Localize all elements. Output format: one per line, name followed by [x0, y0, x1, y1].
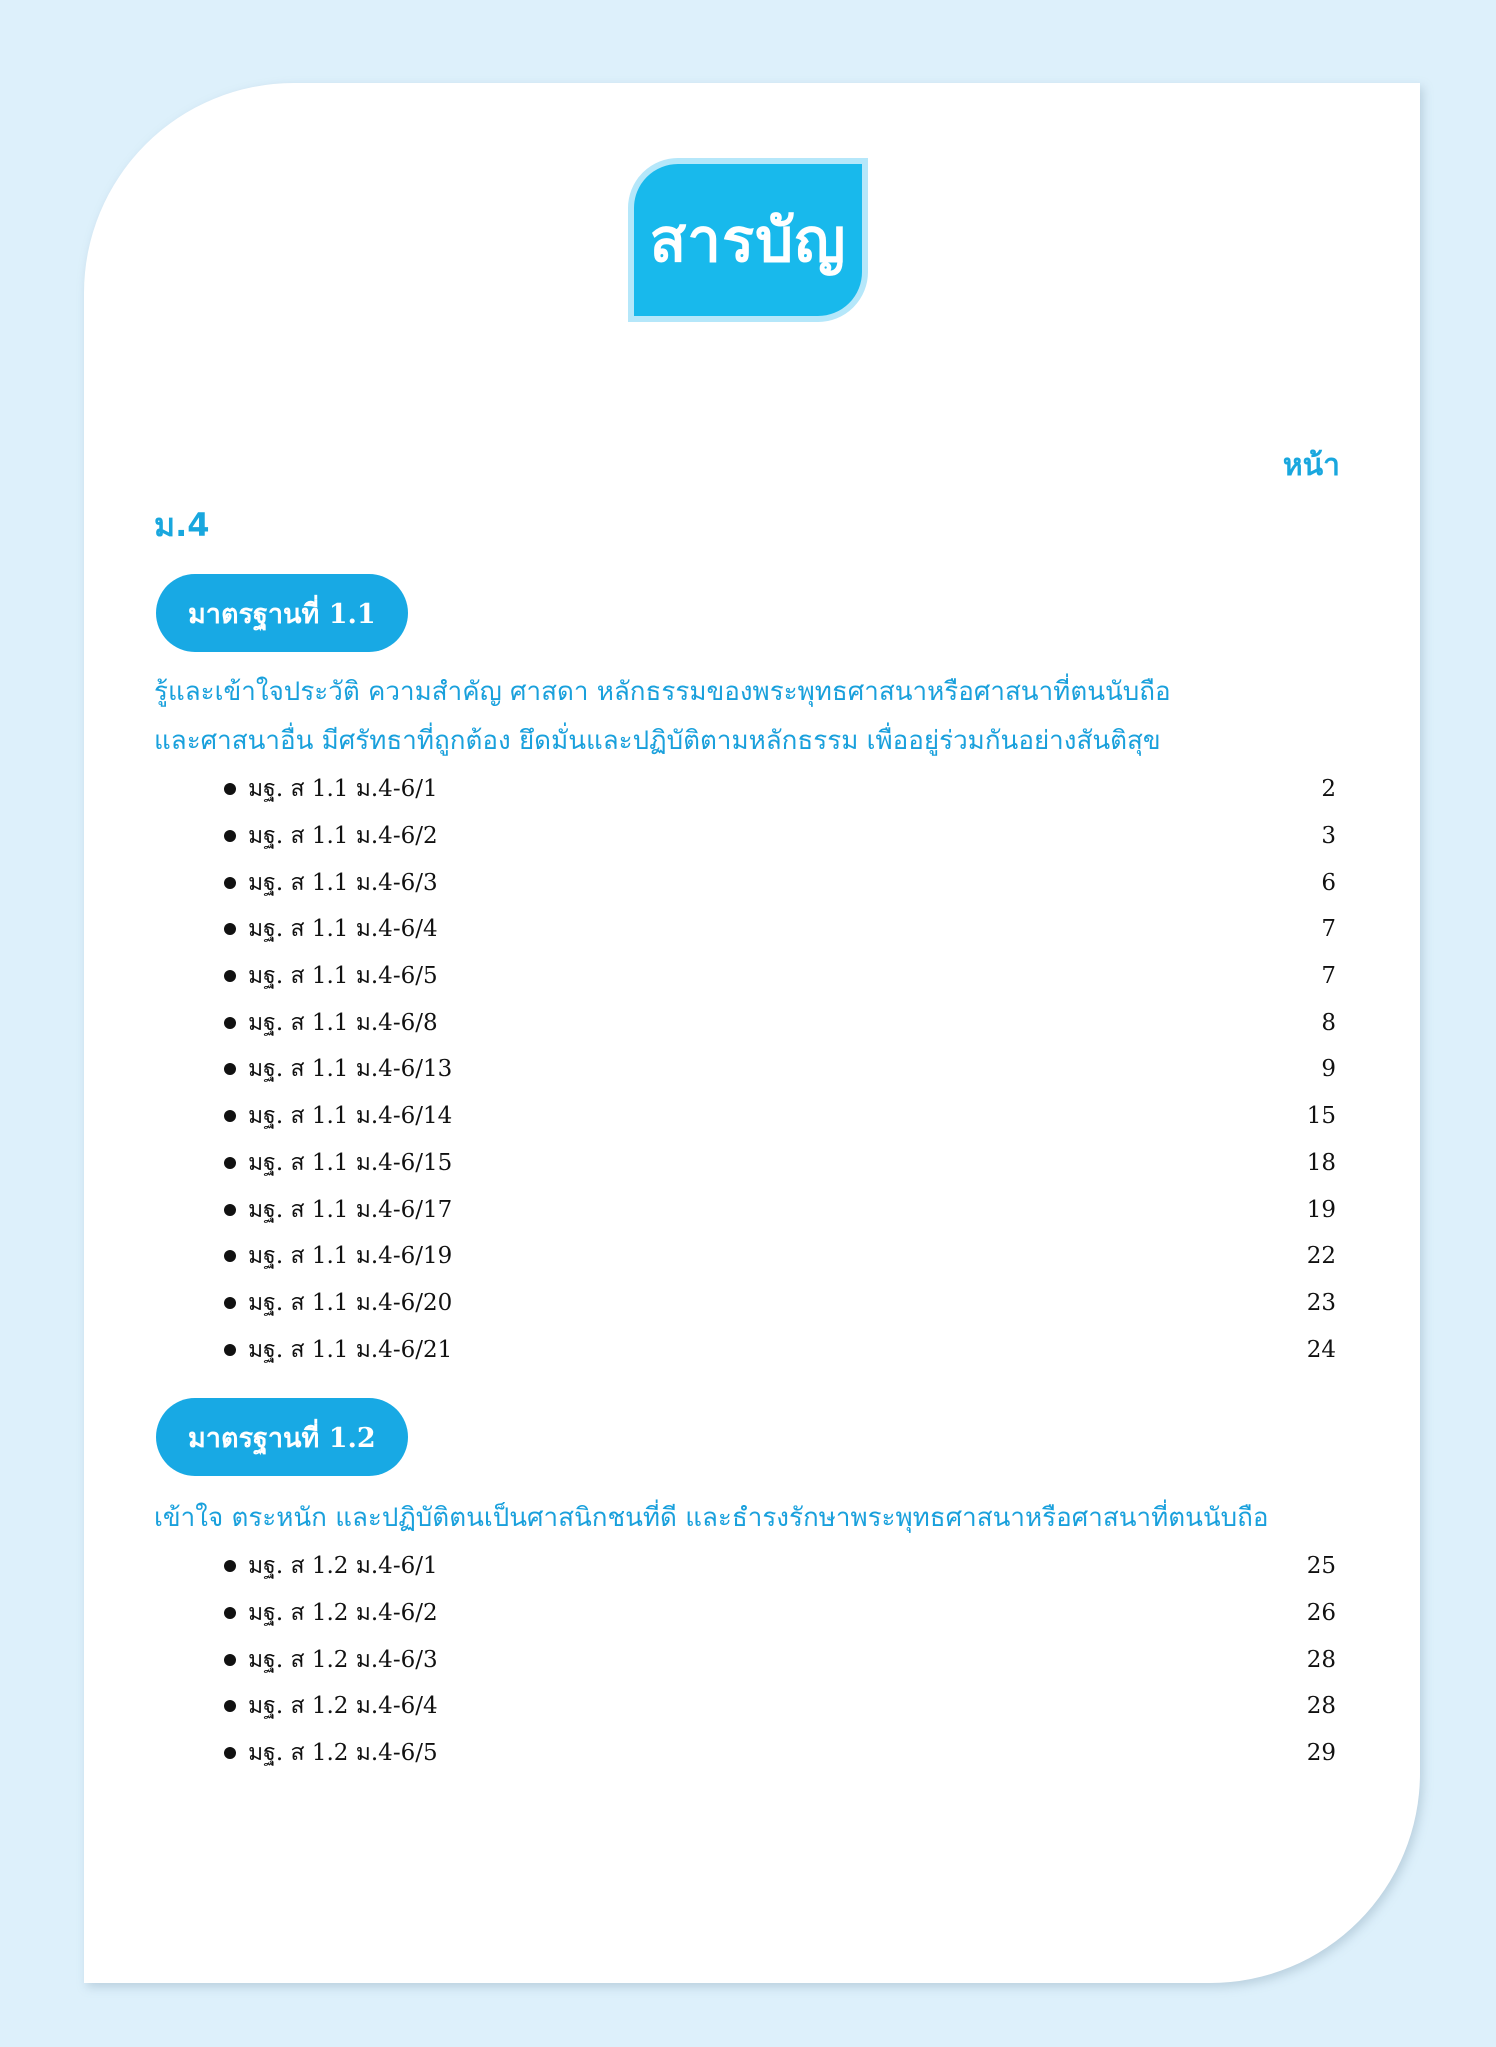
bullet-icon	[224, 1063, 236, 1075]
toc-entry-page: 22	[1306, 1243, 1336, 1270]
toc-entry-label-group	[224, 1332, 452, 1368]
toc-entry-page: 18	[1306, 1149, 1336, 1176]
toc-entry-label: มฐ. ส 1.1 ม.4-6/14	[248, 1103, 453, 1130]
toc-entry-label: มฐ. ส 1.2 ม.4-6/3	[248, 1646, 438, 1673]
toc-list-1-1	[224, 766, 1336, 1373]
standard-description-1-1	[154, 668, 1334, 766]
toc-entry[interactable]	[224, 1326, 1336, 1373]
toc-entry-page: 24	[1306, 1336, 1336, 1363]
bullet-icon	[224, 1204, 236, 1216]
toc-entry-page: 9	[1321, 1056, 1336, 1083]
toc-entry-label-group	[224, 1192, 452, 1228]
bullet-icon	[224, 1157, 236, 1169]
toc-entry[interactable]	[224, 953, 1336, 1000]
standard-badge-1-2: มาตรฐานที่ 1.2	[156, 1398, 408, 1476]
toc-entry-page: 7	[1321, 963, 1336, 990]
toc-entry-label: มฐ. ส 1.1 ม.4-6/2	[248, 823, 438, 850]
toc-entry-label: มฐ. ส 1.1 ม.4-6/3	[248, 869, 438, 896]
standard-badge-1-1: มาตรฐานที่ 1.1	[156, 574, 408, 652]
standard-description-1-2	[154, 1494, 1334, 1543]
description-line: และศาสนาอื่น มีศรัทธาที่ถูกต้อง ยึดมั่นและปฏิบัติตามหลักธรรม เพื่ออยู่ร่วมกันอย่างสันติสุข	[154, 726, 1161, 756]
toc-entry[interactable]	[224, 1683, 1336, 1730]
toc-entry[interactable]	[224, 1730, 1336, 1777]
bullet-icon	[224, 1110, 236, 1122]
toc-entry-label: มฐ. ส 1.1 ม.4-6/19	[248, 1243, 453, 1270]
toc-entry-page: 28	[1306, 1646, 1336, 1673]
page-column-label: หน้า	[1282, 448, 1340, 483]
toc-entry-label: มฐ. ส 1.1 ม.4-6/13	[248, 1056, 453, 1083]
toc-entry-page: 25	[1306, 1553, 1336, 1580]
toc-entry-label: มฐ. ส 1.1 ม.4-6/20	[248, 1289, 453, 1316]
toc-entry-label: มฐ. ส 1.2 ม.4-6/1	[248, 1553, 438, 1580]
toc-entry-label-group	[224, 1688, 438, 1724]
toc-entry-label-group	[224, 1285, 452, 1321]
toc-entry-page: 2	[1321, 776, 1336, 803]
toc-entry-page: 28	[1306, 1693, 1336, 1720]
toc-entry-label: มฐ. ส 1.2 ม.4-6/2	[248, 1600, 438, 1627]
bullet-icon	[224, 1700, 236, 1712]
toc-entry-page: 26	[1306, 1600, 1336, 1627]
toc-entry-label: มฐ. ส 1.1 ม.4-6/15	[248, 1149, 453, 1176]
toc-entry[interactable]	[224, 1186, 1336, 1233]
toc-entry-label: มฐ. ส 1.2 ม.4-6/5	[248, 1740, 438, 1767]
bullet-icon	[224, 1250, 236, 1262]
toc-entry[interactable]	[224, 1590, 1336, 1637]
bullet-icon	[224, 877, 236, 889]
bullet-icon	[224, 1344, 236, 1356]
toc-entry-label-group	[224, 1548, 438, 1584]
toc-entry-label: มฐ. ส 1.1 ม.4-6/17	[248, 1196, 453, 1223]
toc-entry-label-group	[224, 1595, 438, 1631]
toc-entry[interactable]	[224, 766, 1336, 813]
bullet-icon	[224, 970, 236, 982]
bullet-icon	[224, 830, 236, 842]
toc-entry-page: 23	[1306, 1289, 1336, 1316]
toc-entry-label-group	[224, 865, 438, 901]
toc-entry-label-group	[224, 1051, 452, 1087]
toc-entry[interactable]	[224, 1280, 1336, 1327]
grade-heading: ม.4	[154, 506, 210, 544]
toc-list-1-2	[224, 1543, 1336, 1776]
description-line: รู้และเข้าใจประวัติ ความสำคัญ ศาสดา หลักธรรมของพระพุทธศาสนาหรือศาสนาที่ตนนับถือ	[154, 677, 1171, 707]
toc-entry-page: 15	[1306, 1103, 1336, 1130]
toc-entry[interactable]	[224, 813, 1336, 860]
bullet-icon	[224, 783, 236, 795]
toc-entry-page: 3	[1321, 823, 1336, 850]
toc-entry-page: 6	[1321, 869, 1336, 896]
toc-entry-label: มฐ. ส 1.2 ม.4-6/4	[248, 1693, 438, 1720]
toc-entry-page: 8	[1321, 1009, 1336, 1036]
bullet-icon	[224, 1017, 236, 1029]
bullet-icon	[224, 1297, 236, 1309]
toc-entry-page: 7	[1321, 916, 1336, 943]
toc-entry[interactable]	[224, 1140, 1336, 1187]
toc-entry[interactable]	[224, 1543, 1336, 1590]
toc-entry-label-group	[224, 771, 438, 807]
toc-entry[interactable]	[224, 906, 1336, 953]
toc-entry[interactable]	[224, 999, 1336, 1046]
toc-entry-label: มฐ. ส 1.1 ม.4-6/21	[248, 1336, 453, 1363]
toc-entry-page: 29	[1306, 1740, 1336, 1767]
toc-entry[interactable]	[224, 859, 1336, 906]
bullet-icon	[224, 923, 236, 935]
toc-entry-label-group	[224, 818, 438, 854]
bullet-icon	[224, 1607, 236, 1619]
toc-entry[interactable]	[224, 1636, 1336, 1683]
toc-entry-label-group	[224, 1005, 438, 1041]
toc-entry-label-group	[224, 1145, 452, 1181]
toc-entry[interactable]	[224, 1093, 1336, 1140]
toc-entry-label: มฐ. ส 1.1 ม.4-6/8	[248, 1009, 438, 1036]
bullet-icon	[224, 1654, 236, 1666]
toc-entry-label: มฐ. ส 1.1 ม.4-6/1	[248, 776, 438, 803]
toc-entry-label-group	[224, 1238, 452, 1274]
bullet-icon	[224, 1560, 236, 1572]
toc-entry[interactable]	[224, 1233, 1336, 1280]
toc-entry-page: 19	[1306, 1196, 1336, 1223]
toc-entry-label-group	[224, 1735, 438, 1771]
toc-entry-label: มฐ. ส 1.1 ม.4-6/5	[248, 963, 438, 990]
toc-entry-label-group	[224, 1642, 438, 1678]
toc-entry-label-group	[224, 1098, 452, 1134]
page-title: สารบัญ	[628, 158, 868, 322]
toc-entry-label: มฐ. ส 1.1 ม.4-6/4	[248, 916, 438, 943]
toc-entry-label-group	[224, 958, 438, 994]
toc-entry-label-group	[224, 911, 438, 947]
description-line: เข้าใจ ตระหนัก และปฏิบัติตนเป็นศาสนิกชนที่ดี และธำรงรักษาพระพุทธศาสนาหรือศาสนาที่ตนนับถือ	[154, 1503, 1269, 1533]
toc-entry[interactable]	[224, 1046, 1336, 1093]
bullet-icon	[224, 1747, 236, 1759]
